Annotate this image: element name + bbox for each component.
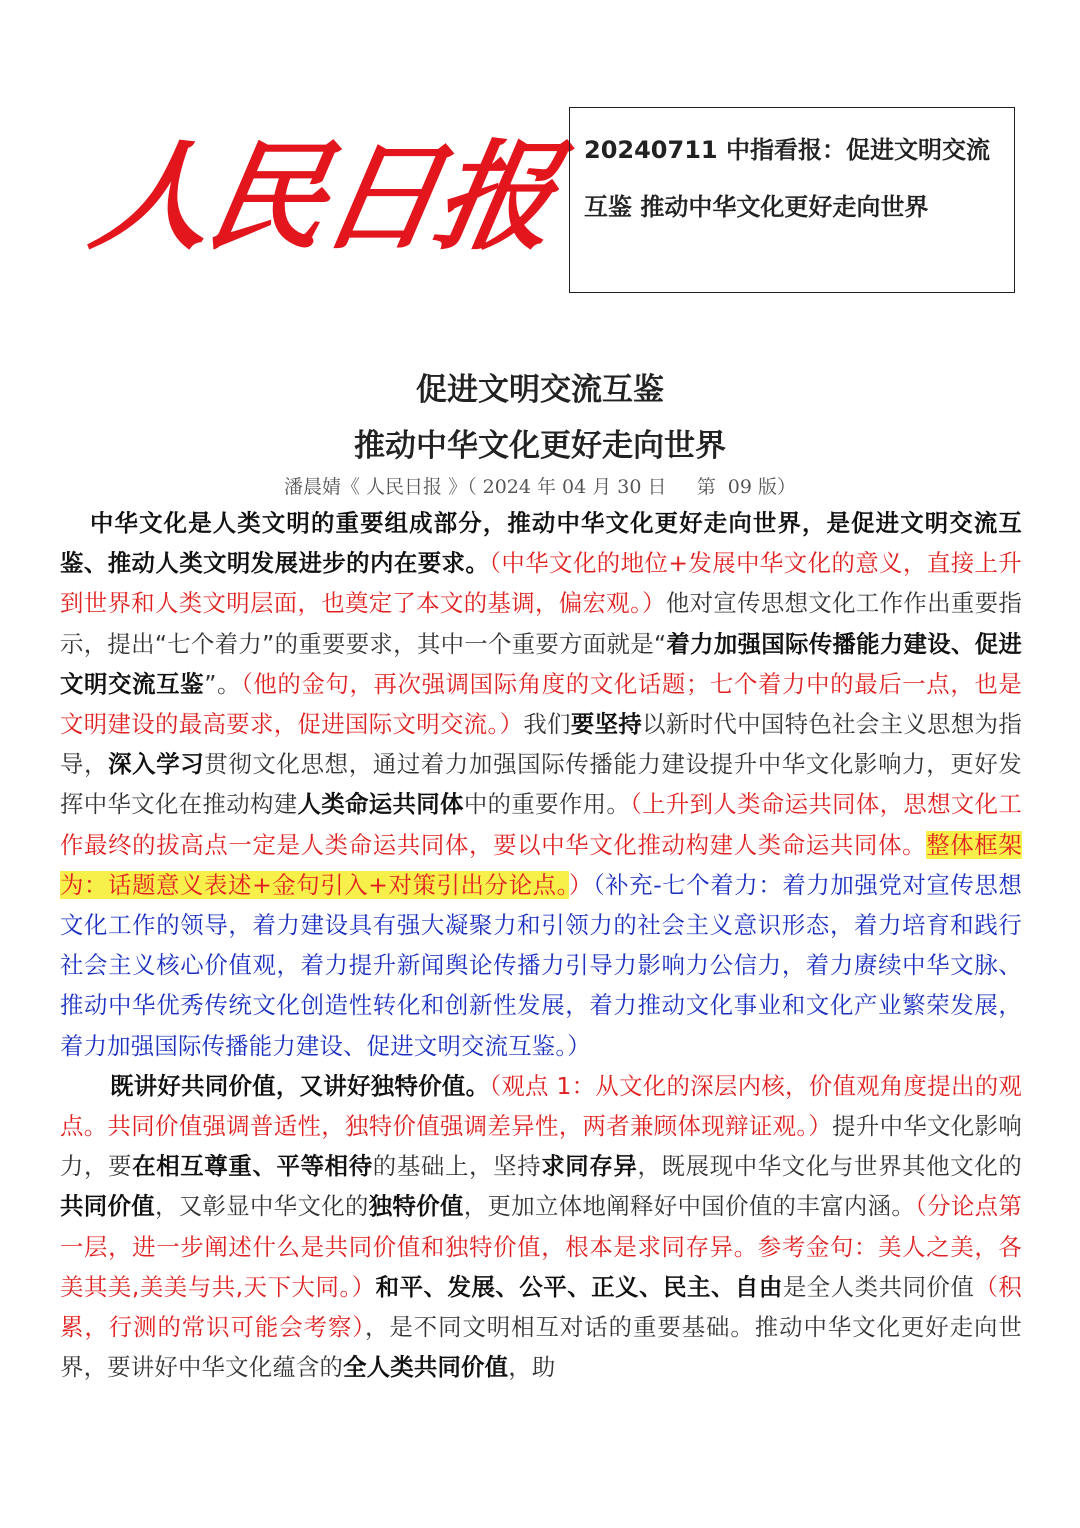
lead-sentence: 中华文化是人类文明的重要组成部分，推动中华文化更好走向世界，是促进文明交流互鉴、推动人类文明发展进步的内在要求。 (60, 509, 1022, 578)
body-text: 提升中华文化影响力，要 (60, 1112, 1022, 1181)
body-text: 他对宣传思想文化工作作出重要指示，提出“七个着力”的重要要求，其中一个重要方面就是“ (60, 589, 1023, 658)
body-text: 中的重要作用。 (463, 790, 631, 819)
highlighted-annotation: 整体框架为：话题意义表述+金句引入+对策引出分论点。 (60, 830, 1022, 899)
body-text: 贯彻文化思想，通过着力加强国际传播能力建设提升中华文化影响力，更好发挥中华文化在推动构建 (60, 750, 1022, 819)
people-daily-logo: 人民日报 (82, 127, 564, 266)
key-phrase: 在相互尊重、平等相待 (132, 1152, 373, 1181)
annotation: （中华文化的地位+发展中华文化的意义，直接上升到世界和人类文明层面，也奠定了本文的基调，偏宏观。） (60, 549, 1022, 618)
body-text: ，既展现中华文化与世界其他文化的 (637, 1152, 1022, 1181)
viewpoint-heading: 既讲好共同价值，又讲好独特价值。 (110, 1071, 490, 1100)
body-text: 的基础上，坚持 (372, 1152, 542, 1181)
annotation: （他的金句，再次强调国际角度的文化话题；七个着力中的最后一点，也是文明建设的最高要求，促进国际文明交流。） (60, 669, 1022, 739)
headline-line-2: 互鉴 推动中华文化更好走向世界 (584, 193, 929, 221)
key-phrase: 着力加强国际传播能力建设、促进文明交流互鉴 (60, 629, 1022, 698)
headline-box (569, 107, 1015, 293)
key-phrase: 全人类共同价值 (343, 1353, 509, 1382)
body-text: ，更加立体地阐释好中国价值的丰富内涵。 (463, 1192, 916, 1221)
annotation: （上升到人类命运共同体，思想文化工作最终的拔高点一定是人类命运共同体，要以中华文化推动构建人类命运共同体。 (60, 790, 1023, 859)
key-phrase: 人类命运共同体 (297, 790, 464, 819)
paragraph-2 (60, 1066, 1022, 1388)
key-phrase: 和平、发展、公平、正义、民主、自由 (375, 1272, 783, 1301)
body-text: ，又彰显中华文化的 (155, 1192, 369, 1221)
key-phrase: 要坚持 (570, 710, 643, 739)
article-byline: 潘晨婧《 人民日报 》（ 2024 年 04 月 30 日 第 09 版） (283, 476, 797, 498)
article-title-line-1: 促进文明交流互鉴 (416, 372, 664, 408)
article-body (60, 503, 1022, 1387)
supplement-note: （补充-七个着力：着力加强党对宣传思想文化工作的领导，着力建设具有强大凝聚力和引领力的社会主义意识形态，着力培育和践行社会主义核心价值观，着力提升新闻舆论传播力引导力影响力公信力，着力赓续中华文脉、推动中华优秀传统文化创造性转化和创新性发展，着力推动文化事业和文化产业繁荣发展，着力加强国际传播能力建设、促进文明交流互鉴。） (60, 870, 1022, 1060)
body-text: 是全人类共同价值 (782, 1272, 975, 1301)
body-text: ，是不同文明相互对话的重要基础。推动中华文化更好走向世界，要讲好中华文化蕴含的 (60, 1313, 1022, 1382)
key-phrase: 深入学习 (108, 750, 205, 779)
key-phrase: 求同存异 (541, 1152, 638, 1181)
headline-line-1: 20240711 中指看报：促进文明交流 (584, 136, 990, 164)
paragraph-1 (60, 503, 1022, 1066)
annotation: （观点 1：从文化的深层内核，价值观角度提出的观点。共同价值强调普适性，独特价值强调差异性，两者兼顾体现辩证观。） (60, 1071, 1022, 1141)
body-text: 我们 (523, 710, 571, 739)
key-phrase: 独特价值 (368, 1192, 464, 1221)
annotation: ） (568, 870, 593, 899)
article-title-line-2: 推动中华文化更好走向世界 (354, 428, 726, 464)
annotation: （分论点第一层，进一步阐述什么是共同价值和独特价值，根本是求同存异。参考金句：美人之美，各美其美,美美与共,天下大同。） (60, 1192, 1022, 1301)
key-phrase: 共同价值 (60, 1192, 156, 1221)
annotation: （积累，行测的常识可能会考察） (60, 1272, 1022, 1342)
body-text: ”。 (204, 669, 242, 698)
body-text: ，助 (508, 1353, 556, 1382)
body-text: 以新时代中国特色社会主义思想为指导， (60, 710, 1022, 779)
